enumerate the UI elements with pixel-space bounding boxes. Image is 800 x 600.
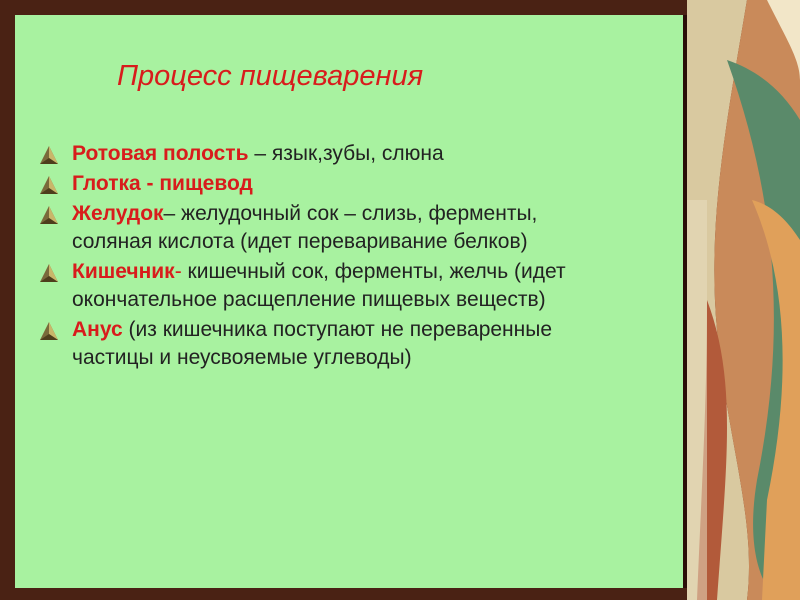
- bullet-term: Анус: [72, 318, 123, 341]
- bullet-item: [40, 316, 700, 372]
- pyramid-bullet-icon: [40, 322, 58, 340]
- pyramid-bullet-icon: [40, 176, 58, 194]
- bullet-item: [40, 140, 700, 168]
- bullet-text-line2: соляная кислота (идет переваривание белков): [72, 230, 528, 253]
- pyramid-bullet-icon: [40, 264, 58, 282]
- bullet-term: Желудок: [72, 202, 164, 225]
- bullet-dash: -: [174, 260, 182, 283]
- bullet-term: Кишечник: [72, 260, 175, 283]
- bullet-list: [40, 140, 700, 374]
- bullet-text: – язык,зубы, слюна: [248, 142, 444, 165]
- bullet-text: (из кишечника поступают не переваренные: [122, 318, 553, 341]
- slide-title: Процесс пищеварения: [117, 60, 424, 92]
- bullet-text-line2: частицы и неусвояемые углеводы): [72, 346, 412, 369]
- bullet-item: [40, 170, 700, 198]
- bullet-item: [40, 258, 700, 314]
- decorative-ribbon-pattern: [687, 0, 800, 600]
- pyramid-bullet-icon: [40, 146, 58, 164]
- pyramid-bullet-icon: [40, 206, 58, 224]
- bullet-text: кишечный сок, ферменты, желчь (идет: [181, 260, 566, 283]
- bullet-text-line2: окончательное расщепление пищевых веществ): [72, 288, 546, 311]
- bullet-text: – желудочный сок – слизь, ферменты,: [163, 202, 538, 225]
- bullet-term: Глотка - пищевод: [72, 172, 253, 195]
- bullet-term: Ротовая полость: [72, 142, 249, 165]
- bullet-item: [40, 200, 700, 256]
